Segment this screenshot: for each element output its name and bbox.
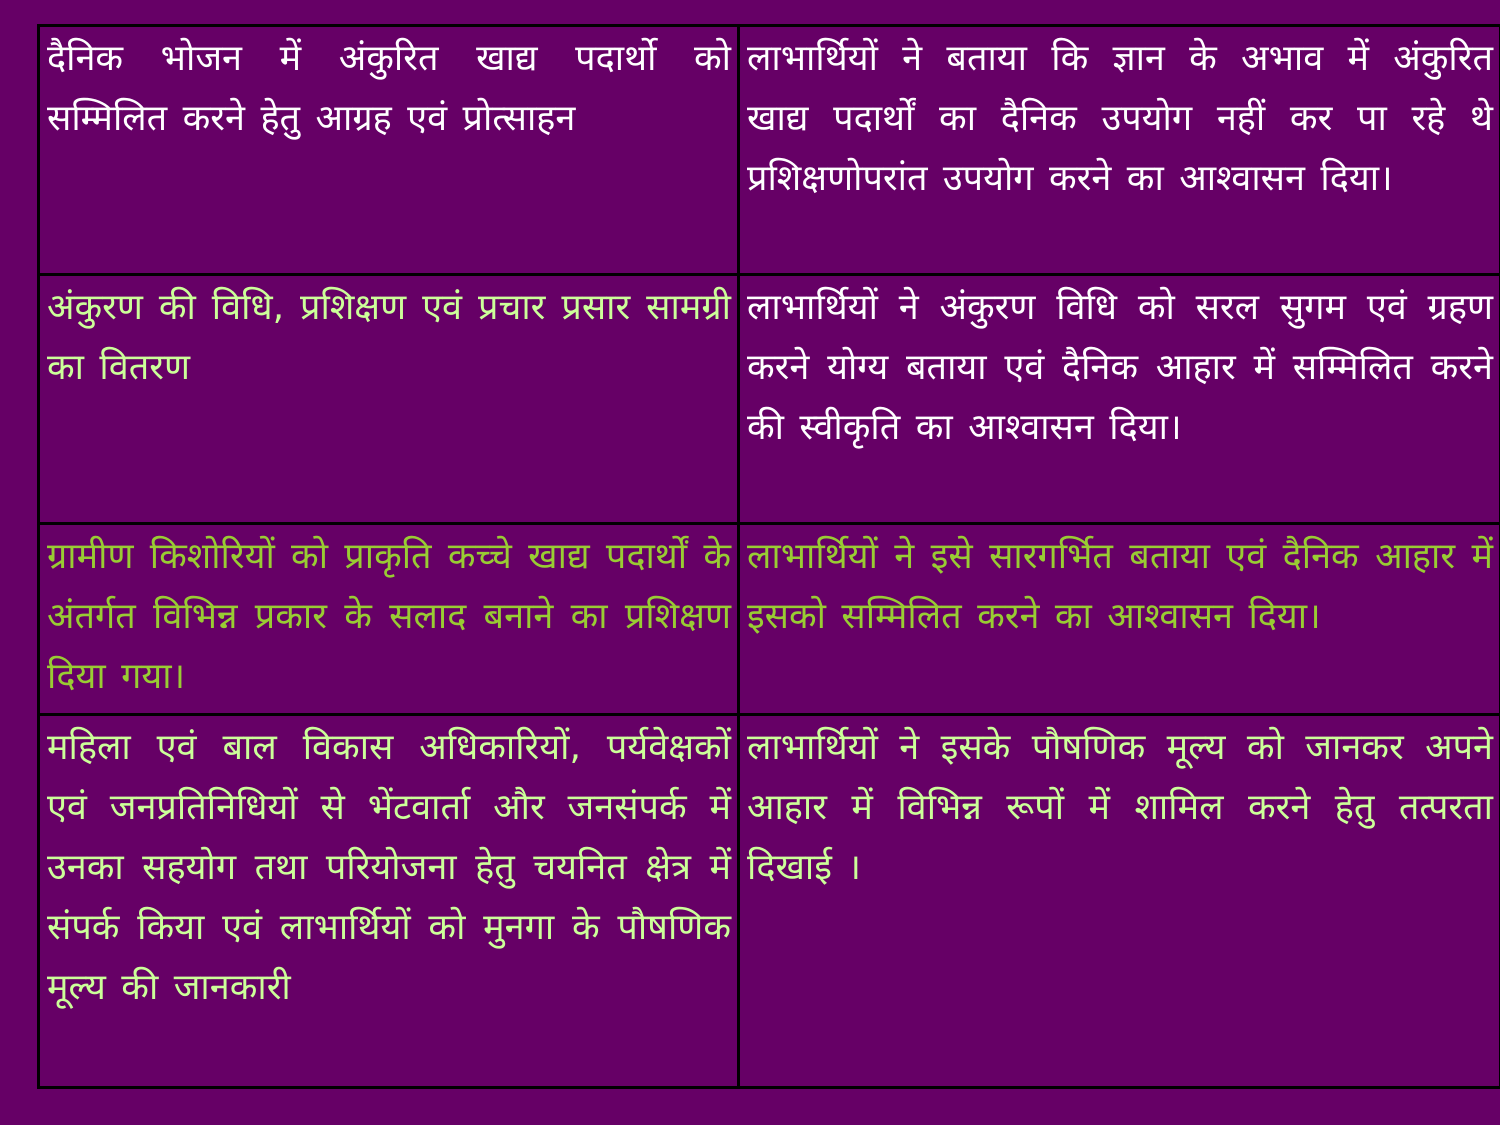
response-cell: लाभार्थियों ने बताया कि ज्ञान के अभाव में अंकुरित खाद्य पदार्थों का दैनिक उपयोग नहीं कर पा रहे थे प्रशिक्षणोपरांत उपयोग करने का आश्वासन दिया। xyxy=(739,26,1500,275)
table-row xyxy=(39,26,1500,275)
table-row xyxy=(39,524,1500,715)
response-cell: लाभार्थियों ने इसके पौषणिक मूल्य को जानकर अपने आहार में विभिन्न रूपों में शामिल करने हेतु तत्परता दिखाई । xyxy=(739,715,1500,1088)
response-cell: लाभार्थियों ने इसे सारगर्भित बताया एवं दैनिक आहार में इसको सम्मिलित करने का आश्वासन दिया। xyxy=(739,524,1500,715)
response-cell: लाभार्थियों ने अंकुरण विधि को सरल सुगम एवं ग्रहण करने योग्य बताया एवं दैनिक आहार में सम्मिलित करने की स्वीकृति का आश्वासन दिया। xyxy=(739,275,1500,524)
table-row xyxy=(39,715,1500,1088)
activity-cell: अंकुरण की विधि, प्रशिक्षण एवं प्रचार प्रसार सामग्री का वितरण xyxy=(39,275,739,524)
activity-cell: दैनिक भोजन में अंकुरित खाद्य पदार्थो को सम्मिलित करने हेतु आग्रह एवं प्रोत्साहन xyxy=(39,26,739,275)
activity-cell: महिला एवं बाल विकास अधिकारियों, पर्यवेक्षकों एवं जनप्रतिनिधियों से भेंटवार्ता और जनसंपर्क में उनका सहयोग तथा परियोजना हेतु चयनित क्षेत्र में संपर्क किया एवं लाभार्थियों को मुनगा के पौषणिक मूल्य की जानकारी xyxy=(39,715,739,1088)
activity-response-table xyxy=(37,24,1500,1089)
activity-cell: ग्रामीण किशोरियों को प्राकृति कच्चे खाद्य पदार्थों के अंतर्गत विभिन्न प्रकार के सलाद बनाने का प्रशिक्षण दिया गया। xyxy=(39,524,739,715)
table-row xyxy=(39,275,1500,524)
